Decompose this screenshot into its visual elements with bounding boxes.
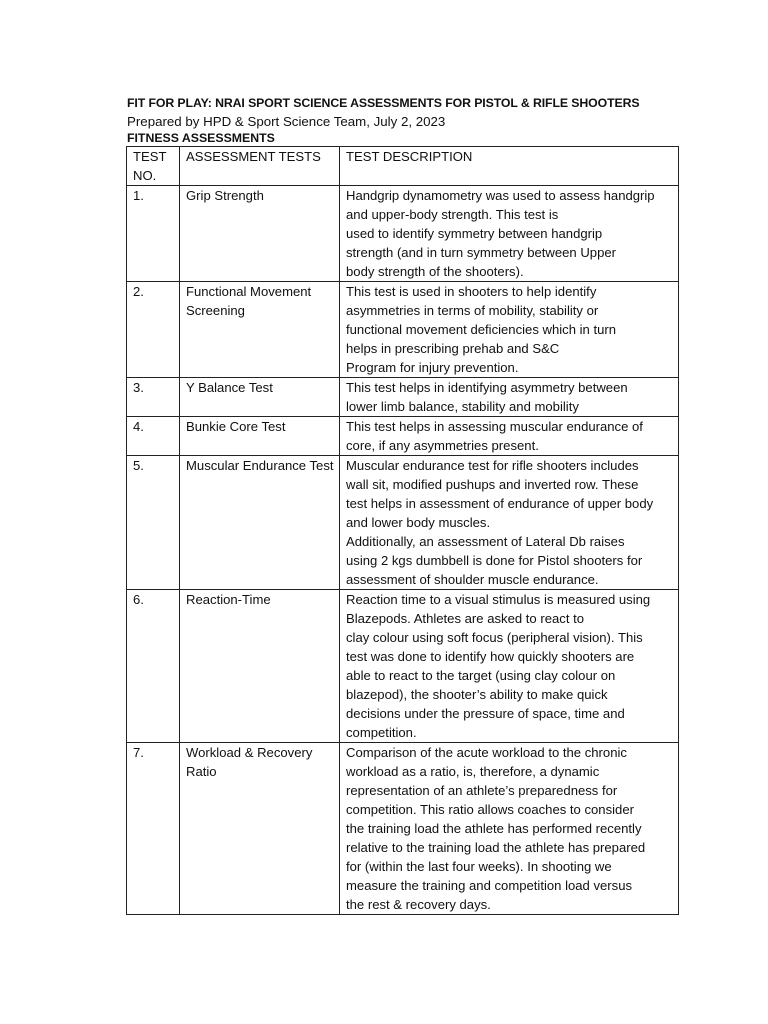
assessment-test-cell: Grip Strength [180, 186, 340, 282]
description-line: assessment of shoulder muscle endurance. [346, 572, 599, 587]
table-header-row [127, 147, 679, 186]
description-line: test helps in assessment of endurance of upper body [346, 496, 654, 511]
header-description: TEST DESCRIPTION [340, 147, 679, 186]
test-description-cell [340, 743, 679, 915]
document-subtitle: Prepared by HPD & Sport Science Team, July 2, 2023 [127, 114, 446, 129]
test-number-cell: 2. [127, 282, 180, 378]
table-row [127, 743, 679, 915]
description-line: the training load the athlete has performed recently [346, 821, 642, 836]
test-number-cell: 3. [127, 378, 180, 417]
header-test-no-line2: NO. [133, 168, 157, 183]
description-line: and upper-body strength. This test is [346, 207, 559, 222]
assessment-test-cell: Bunkie Core Test [180, 417, 340, 456]
description-line: This test helps in identifying asymmetry between [346, 380, 628, 395]
description-line: core, if any asymmetries present. [346, 438, 539, 453]
description-line: relative to the training load the athlete has prepared [346, 840, 646, 855]
assessment-test-cell: Workload & Recovery Ratio [180, 743, 340, 915]
description-line: Muscular endurance test for rifle shooters includes [346, 458, 639, 473]
assessment-test-cell: Y Balance Test [180, 378, 340, 417]
test-description-cell [340, 282, 679, 378]
test-description-cell [340, 417, 679, 456]
description-line: used to identify symmetry between handgrip [346, 226, 603, 241]
description-line: Additionally, an assessment of Lateral Db raises [346, 534, 625, 549]
table-row [127, 282, 679, 378]
description-line: using 2 kgs dumbbell is done for Pistol shooters for [346, 553, 643, 568]
test-number-cell: 1. [127, 186, 180, 282]
table-body [127, 186, 679, 915]
test-description-cell [340, 590, 679, 743]
description-line: Reaction time to a visual stimulus is measured using [346, 592, 651, 607]
description-line: competition. [346, 725, 417, 740]
header-test-no-line1: TEST [133, 149, 167, 164]
description-line: strength (and in turn symmetry between Upper [346, 245, 617, 260]
section-heading: FITNESS ASSESSMENTS [127, 131, 275, 145]
description-line: This test is used in shooters to help identify [346, 284, 597, 299]
description-line: workload as a ratio, is, therefore, a dynamic [346, 764, 600, 779]
test-description-cell [340, 456, 679, 590]
description-line: competition. This ratio allows coaches to consider [346, 802, 634, 817]
description-line: lower limb balance, stability and mobility [346, 399, 579, 414]
description-line: body strength of the shooters). [346, 264, 524, 279]
test-description-cell [340, 378, 679, 417]
description-line: functional movement deficiencies which in turn [346, 322, 617, 337]
table-row [127, 378, 679, 417]
document-page [127, 94, 687, 915]
description-line: for (within the last four weeks). In shooting we [346, 859, 612, 874]
description-line: representation of an athlete’s preparedness for [346, 783, 618, 798]
header-test-no [127, 147, 180, 186]
description-line: test was done to identify how quickly shooters are [346, 649, 635, 664]
test-number-cell: 7. [127, 743, 180, 915]
description-line: clay colour using soft focus (peripheral vision). This [346, 630, 643, 645]
description-line: This test helps in assessing muscular endurance of [346, 419, 643, 434]
description-line: Blazepods. Athletes are asked to react to [346, 611, 585, 626]
test-description-cell [340, 186, 679, 282]
description-line: Program for injury prevention. [346, 360, 519, 375]
description-line: helps in prescribing prehab and S&C [346, 341, 560, 356]
description-line: Comparison of the acute workload to the chronic [346, 745, 627, 760]
table-row [127, 456, 679, 590]
test-number-cell: 5. [127, 456, 180, 590]
table-row [127, 417, 679, 456]
table-row [127, 590, 679, 743]
test-number-cell: 4. [127, 417, 180, 456]
assessment-test-cell: Reaction-Time [180, 590, 340, 743]
description-line: and lower body muscles. [346, 515, 491, 530]
assessment-table [126, 146, 679, 915]
description-line: measure the training and competition load versus [346, 878, 633, 893]
header-assessment: ASSESSMENT TESTS [180, 147, 340, 186]
description-line: able to react to the target (using clay colour on [346, 668, 616, 683]
description-line: Handgrip dynamometry was used to assess handgrip [346, 188, 655, 203]
document-title: FIT FOR PLAY: NRAI SPORT SCIENCE ASSESSMENTS FOR PISTOL & RIFLE SHOOTERS [127, 96, 640, 110]
assessment-test-cell: Functional Movement Screening [180, 282, 340, 378]
description-line: the rest & recovery days. [346, 897, 491, 912]
description-line: wall sit, modified pushups and inverted row. These [346, 477, 639, 492]
description-line: decisions under the pressure of space, time and [346, 706, 625, 721]
assessment-test-cell: Muscular Endurance Test [180, 456, 340, 590]
test-number-cell: 6. [127, 590, 180, 743]
table-row [127, 186, 679, 282]
description-line: blazepod), the shooter’s ability to make quick [346, 687, 608, 702]
description-line: asymmetries in terms of mobility, stability or [346, 303, 599, 318]
